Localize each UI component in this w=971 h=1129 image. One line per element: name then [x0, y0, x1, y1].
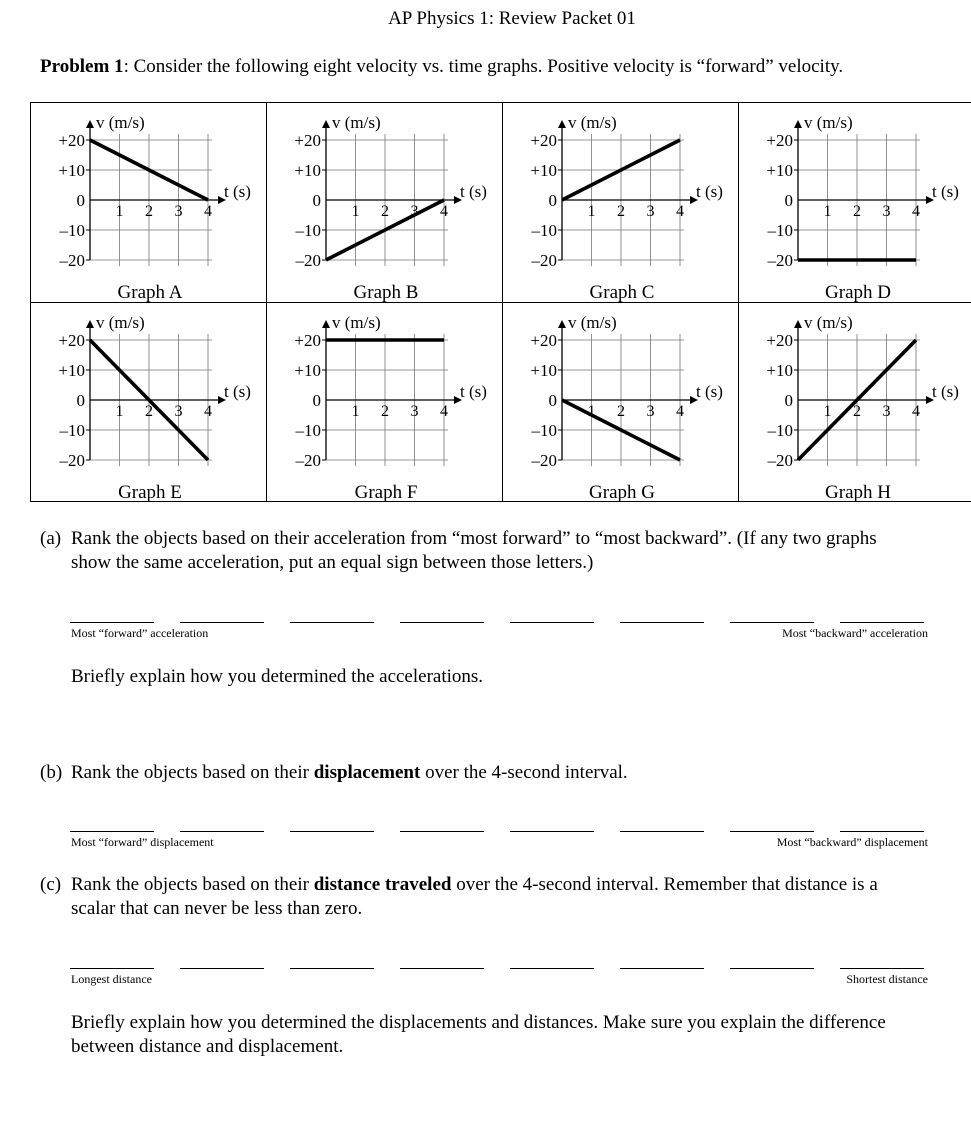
y-tick-label: –10 [767, 221, 793, 240]
y-tick-label: 0 [312, 191, 321, 210]
y-axis-label: v (m/s) [96, 113, 145, 132]
y-axis-arrow [558, 320, 566, 328]
ranking-blank[interactable] [290, 831, 374, 832]
part-a-text-line2: show the same acceleration, put an equal sign between those letters.) [71, 552, 594, 573]
y-tick-label: +20 [294, 131, 321, 150]
graph-name: Graph B [353, 282, 419, 303]
left-caption: Longest distance [71, 972, 152, 986]
ranking-blank[interactable] [180, 831, 264, 832]
ranking-blank[interactable] [620, 622, 704, 623]
y-tick-label: +10 [766, 361, 793, 380]
displacement-ranking-blanks [70, 831, 930, 861]
x-axis-label: t (s) [460, 182, 487, 201]
y-axis-label: v (m/s) [332, 113, 381, 132]
x-tick-label: 3 [882, 203, 891, 220]
x-tick-label: 3 [646, 403, 655, 420]
y-tick-label: –20 [767, 251, 793, 270]
x-tick-label: 3 [410, 203, 419, 220]
x-axis-label: t (s) [460, 382, 487, 401]
x-tick-label: 4 [676, 403, 684, 420]
ranking-blank[interactable] [840, 622, 924, 623]
y-axis-arrow [86, 120, 94, 128]
x-tick-label: 4 [676, 203, 684, 220]
final-explain [71, 1011, 971, 1059]
y-axis-arrow [86, 320, 94, 328]
x-tick-label: 1 [587, 403, 596, 420]
problem-label: Problem 1 [40, 56, 124, 77]
y-tick-label: 0 [312, 391, 321, 410]
ranking-blank[interactable] [840, 968, 924, 969]
y-tick-label: 0 [76, 391, 85, 410]
y-axis-label: v (m/s) [568, 313, 617, 332]
graph-name: Graph G [589, 482, 655, 502]
y-tick-label: +10 [294, 361, 321, 380]
y-axis-arrow [322, 320, 330, 328]
x-axis-label: t (s) [696, 382, 723, 401]
y-tick-label: +20 [530, 131, 557, 150]
part-b-label: (b) [40, 762, 63, 783]
y-tick-label: –10 [531, 421, 557, 440]
part-c-text-bold: distance traveled [313, 874, 452, 895]
x-tick-label: 3 [882, 403, 891, 420]
y-tick-label: +20 [58, 131, 85, 150]
x-tick-label: 3 [174, 203, 183, 220]
y-tick-label: 0 [548, 191, 557, 210]
y-tick-label: –20 [767, 451, 793, 470]
y-tick-label: 0 [548, 391, 557, 410]
x-tick-label: 3 [410, 403, 419, 420]
velocity-graph [294, 113, 487, 303]
y-axis-label: v (m/s) [804, 113, 853, 132]
ranking-blank[interactable] [730, 831, 814, 832]
x-tick-label: 4 [204, 403, 212, 420]
x-tick-label: 1 [823, 203, 832, 220]
x-tick-label: 4 [440, 203, 448, 220]
ranking-blank[interactable] [290, 968, 374, 969]
ranking-blank[interactable] [180, 968, 264, 969]
ranking-blank[interactable] [70, 622, 154, 623]
y-tick-label: +10 [530, 361, 557, 380]
part-c-text-line2: scalar that can never be less than zero. [71, 898, 363, 919]
velocity-graph [530, 113, 723, 303]
part-a-text-line1: Rank the objects based on their acceleration from “most forward” to “most backward”. (If any two graphs [71, 528, 877, 549]
y-tick-label: +10 [530, 161, 557, 180]
page-title: AP Physics 1: Review Packet 01 [388, 8, 636, 29]
y-tick-label: +10 [294, 161, 321, 180]
velocity-graph [766, 113, 959, 303]
final-explain-line2: between distance and displacement. [71, 1036, 344, 1057]
y-tick-label: –10 [531, 221, 557, 240]
ranking-blank[interactable] [510, 968, 594, 969]
velocity-graph [766, 313, 959, 502]
part-c-label: (c) [40, 874, 62, 895]
ranking-blank[interactable] [620, 831, 704, 832]
ranking-blank[interactable] [510, 831, 594, 832]
y-tick-label: +20 [766, 331, 793, 350]
y-tick-label: –20 [59, 251, 85, 270]
left-caption: Most “forward” acceleration [71, 626, 209, 640]
ranking-blank[interactable] [620, 968, 704, 969]
part-a-label: (a) [40, 528, 62, 549]
y-tick-label: –10 [59, 421, 85, 440]
right-caption: Most “backward” acceleration [782, 626, 928, 640]
ranking-blank[interactable] [400, 622, 484, 623]
y-tick-label: –20 [295, 251, 321, 270]
ranking-blank[interactable] [290, 622, 374, 623]
x-axis-label: t (s) [932, 182, 959, 201]
part-b-text-bold: displacement [313, 762, 421, 783]
x-tick-label: 4 [440, 403, 448, 420]
graph-name: Graph F [354, 482, 418, 502]
x-axis-label: t (s) [696, 182, 723, 201]
x-tick-label: 1 [823, 403, 832, 420]
y-axis-label: v (m/s) [332, 313, 381, 332]
velocity-graph [530, 313, 723, 502]
x-tick-label: 2 [853, 203, 861, 220]
part-a-explain: Briefly explain how you determined the accelerations. [71, 666, 484, 687]
x-axis-label: t (s) [224, 182, 251, 201]
graph-name: Graph A [117, 282, 183, 303]
x-tick-label: 1 [115, 203, 124, 220]
ranking-blank[interactable] [70, 831, 154, 832]
x-tick-label: 1 [351, 203, 360, 220]
y-tick-label: +20 [58, 331, 85, 350]
y-tick-label: +20 [530, 331, 557, 350]
x-tick-label: 2 [617, 403, 625, 420]
y-axis-label: v (m/s) [96, 313, 145, 332]
x-tick-label: 1 [351, 403, 360, 420]
y-tick-label: +10 [58, 161, 85, 180]
problem-text: : Consider the following eight velocity vs. time graphs. Positive velocity is “forward” velocity. [123, 56, 844, 77]
y-tick-label: –10 [59, 221, 85, 240]
y-tick-label: –10 [295, 221, 321, 240]
part-b-text-post: over the 4-second interval. [420, 762, 628, 783]
x-tick-label: 3 [646, 203, 655, 220]
ranking-blank[interactable] [510, 622, 594, 623]
x-tick-label: 3 [174, 403, 183, 420]
y-tick-label: –20 [295, 451, 321, 470]
ranking-blank[interactable] [840, 831, 924, 832]
y-tick-label: –20 [531, 451, 557, 470]
x-tick-label: 2 [617, 203, 625, 220]
right-caption: Shortest distance [846, 972, 928, 986]
part-c-text-pre: Rank the objects based on their [71, 874, 314, 895]
x-axis-label: t (s) [224, 382, 251, 401]
y-tick-label: –20 [531, 251, 557, 270]
graph-name: Graph D [825, 282, 891, 303]
x-tick-label: 1 [587, 203, 596, 220]
problem-statement [40, 56, 843, 78]
ranking-blank[interactable] [730, 968, 814, 969]
y-tick-label: 0 [784, 191, 793, 210]
acceleration-ranking-blanks [70, 622, 930, 652]
x-tick-label: 2 [145, 403, 153, 420]
x-tick-label: 2 [145, 203, 153, 220]
velocity-graph [58, 313, 251, 502]
velocity-graph-grid [30, 102, 971, 502]
x-tick-label: 4 [204, 203, 212, 220]
graph-name: Graph H [825, 482, 891, 502]
ranking-blank[interactable] [400, 968, 484, 969]
distance-ranking-blanks [70, 968, 930, 998]
y-axis-label: v (m/s) [804, 313, 853, 332]
y-tick-label: +20 [294, 331, 321, 350]
x-tick-label: 2 [381, 203, 389, 220]
y-axis-arrow [322, 120, 330, 128]
y-tick-label: +10 [766, 161, 793, 180]
ranking-blank[interactable] [400, 831, 484, 832]
graph-name: Graph C [589, 282, 655, 303]
y-tick-label: –10 [295, 421, 321, 440]
part-c-text-post: over the 4-second interval. Remember that distance is a [451, 874, 878, 895]
x-tick-label: 4 [912, 203, 920, 220]
final-explain-line1: Briefly explain how you determined the displacements and distances. Make sure you explain the difference [71, 1012, 886, 1033]
ranking-blank[interactable] [180, 622, 264, 623]
x-tick-label: 2 [853, 403, 861, 420]
y-axis-arrow [794, 120, 802, 128]
velocity-graph [294, 313, 487, 502]
right-caption: Most “backward” displacement [776, 835, 928, 849]
x-tick-label: 2 [381, 403, 389, 420]
y-tick-label: 0 [784, 391, 793, 410]
graph-name: Graph E [118, 482, 182, 502]
y-tick-label: –10 [767, 421, 793, 440]
ranking-blank[interactable] [730, 622, 814, 623]
velocity-graph [58, 113, 251, 303]
y-tick-label: –20 [59, 451, 85, 470]
y-axis-arrow [558, 120, 566, 128]
x-tick-label: 1 [115, 403, 124, 420]
y-axis-arrow [794, 320, 802, 328]
y-axis-label: v (m/s) [568, 113, 617, 132]
left-caption: Most “forward” displacement [71, 835, 214, 849]
y-tick-label: +20 [766, 131, 793, 150]
x-tick-label: 4 [912, 403, 920, 420]
ranking-blank[interactable] [70, 968, 154, 969]
part-b-text-pre: Rank the objects based on their [71, 762, 314, 783]
y-tick-label: +10 [58, 361, 85, 380]
x-axis-label: t (s) [932, 382, 959, 401]
y-tick-label: 0 [76, 191, 85, 210]
